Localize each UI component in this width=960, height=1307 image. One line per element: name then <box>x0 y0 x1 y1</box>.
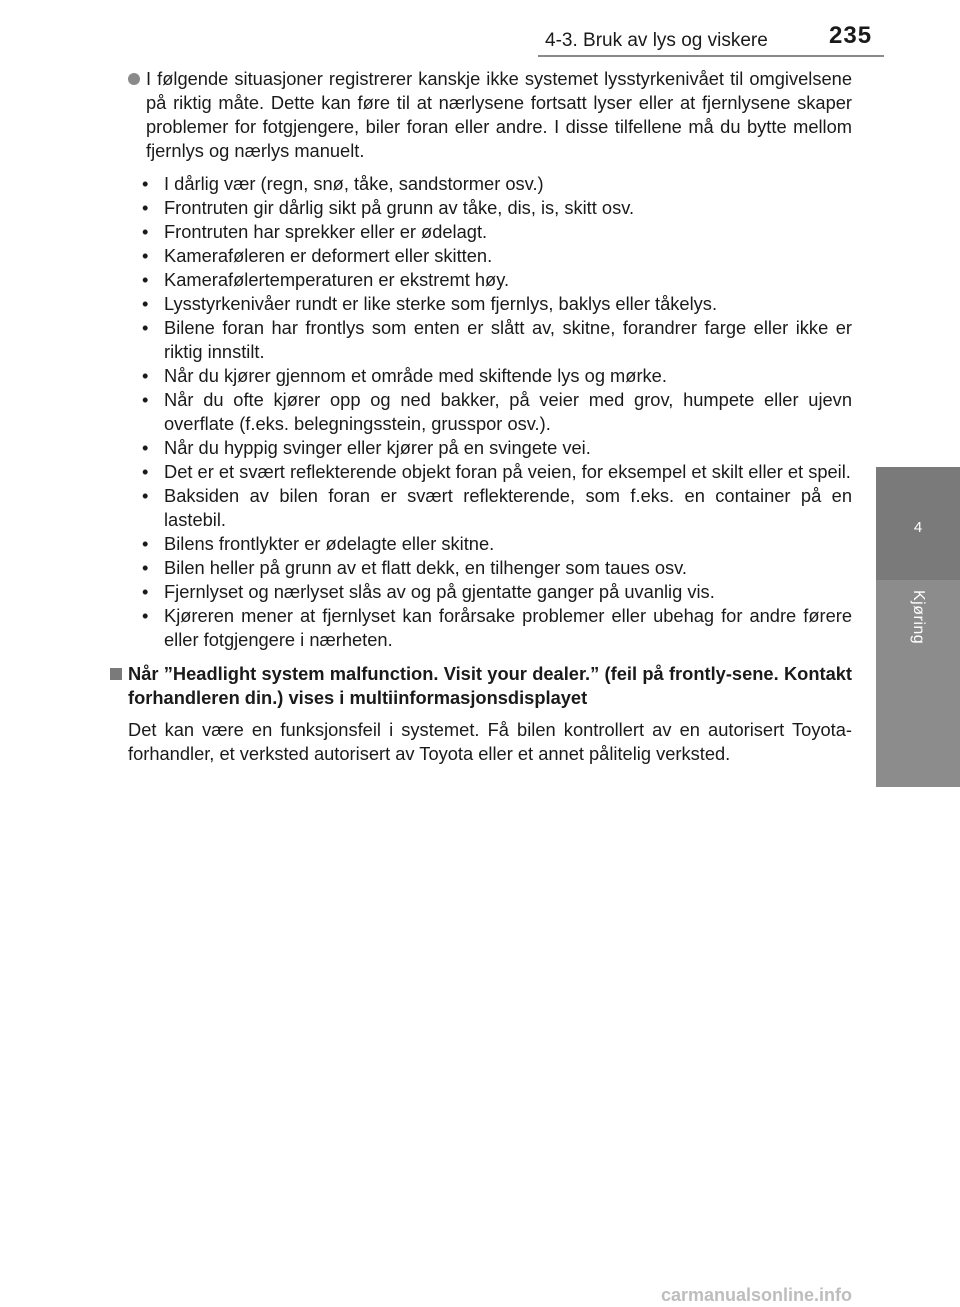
list-item: • Det er et svært reflekterende objekt foran på veien, for eksempel et skilt eller et speil. <box>164 460 852 484</box>
page-number: 235 <box>829 22 873 49</box>
header-divider <box>538 55 884 57</box>
list-item: • Bilene foran har frontlys som enten er slått av, skitne, forandrer farge eller ikke er riktig innstilt. <box>164 316 852 364</box>
list-item: • Når du hyppig svinger eller kjører på en svingete vei. <box>164 436 852 460</box>
square-bullet-icon <box>110 668 122 680</box>
list-item: • I dårlig vær (regn, snø, tåke, sandstormer osv.) <box>164 172 852 196</box>
list-item: • Når du ofte kjører opp og ned bakker, på veier med grov, humpete eller ujevn overflate (f.eks. belegningsstein, grusspor osv.). <box>164 388 852 436</box>
chapter-label: Kjøring <box>910 590 927 645</box>
page-content <box>108 67 852 766</box>
malfunction-section <box>108 662 852 766</box>
list-item: • Bilen heller på grunn av et flatt dekk, en tilhenger som taues osv. <box>164 556 852 580</box>
chapter-number: 4 <box>913 519 923 536</box>
list-item: • Kamerafølertemperaturen er ekstremt høy. <box>164 268 852 292</box>
circle-bullet-icon <box>128 73 140 85</box>
intro-paragraph <box>108 67 852 163</box>
section-title: 4-3. Bruk av lys og viskere <box>545 30 768 51</box>
chapter-number-tab[interactable] <box>876 467 960 580</box>
section-body: Det kan være en funksjonsfeil i systemet. Få bilen kontrollert av en autorisert Toyota-forhandler, et verksted autorisert av Toyota eller et annet pålitelig verksted. <box>128 719 852 764</box>
intro-text: I følgende situasjoner registrerer kanskje ikke systemet lysstyrkenivået til omgivelsene på riktig måte. Dette kan føre til at nærlysene fortsatt lyser eller at fjernlysene skaper problemer for fotgjengere, biler foran eller andre. I disse tilfellene må du bytte mellom fjernlys og nærlys manuelt. <box>146 68 852 161</box>
section-heading: Når ”Headlight system malfunction. Visit your dealer.” (feil på frontly-sene. Kontakt forhandleren din.) vises i multiinformasjonsdisplayet <box>128 663 852 708</box>
chapter-label-tab[interactable] <box>876 580 960 787</box>
list-item: • Frontruten har sprekker eller er ødelagt. <box>164 220 852 244</box>
watermark: carmanualsonline.info <box>661 1285 853 1305</box>
list-item: • Når du kjører gjennom et område med skiftende lys og mørke. <box>164 364 852 388</box>
list-item: • Fjernlyset og nærlyset slås av og på gjentatte ganger på uvanlig vis. <box>164 580 852 604</box>
list-item: • Kameraføleren er deformert eller skitten. <box>164 244 852 268</box>
list-item: • Frontruten gir dårlig sikt på grunn av tåke, dis, is, skitt osv. <box>164 196 852 220</box>
list-item: • Bilens frontlykter er ødelagte eller skitne. <box>164 532 852 556</box>
list-item: • Kjøreren mener at fjernlyset kan forårsake problemer eller ubehag for andre førere eller fotgjengere i nærheten. <box>164 604 852 652</box>
list-item: • Baksiden av bilen foran er svært reflekterende, som f.eks. en container på en lastebil. <box>164 484 852 532</box>
list-item: • Lysstyrkenivåer rundt er like sterke som fjernlys, baklys eller tåkelys. <box>164 292 852 316</box>
conditions-list <box>108 172 852 652</box>
